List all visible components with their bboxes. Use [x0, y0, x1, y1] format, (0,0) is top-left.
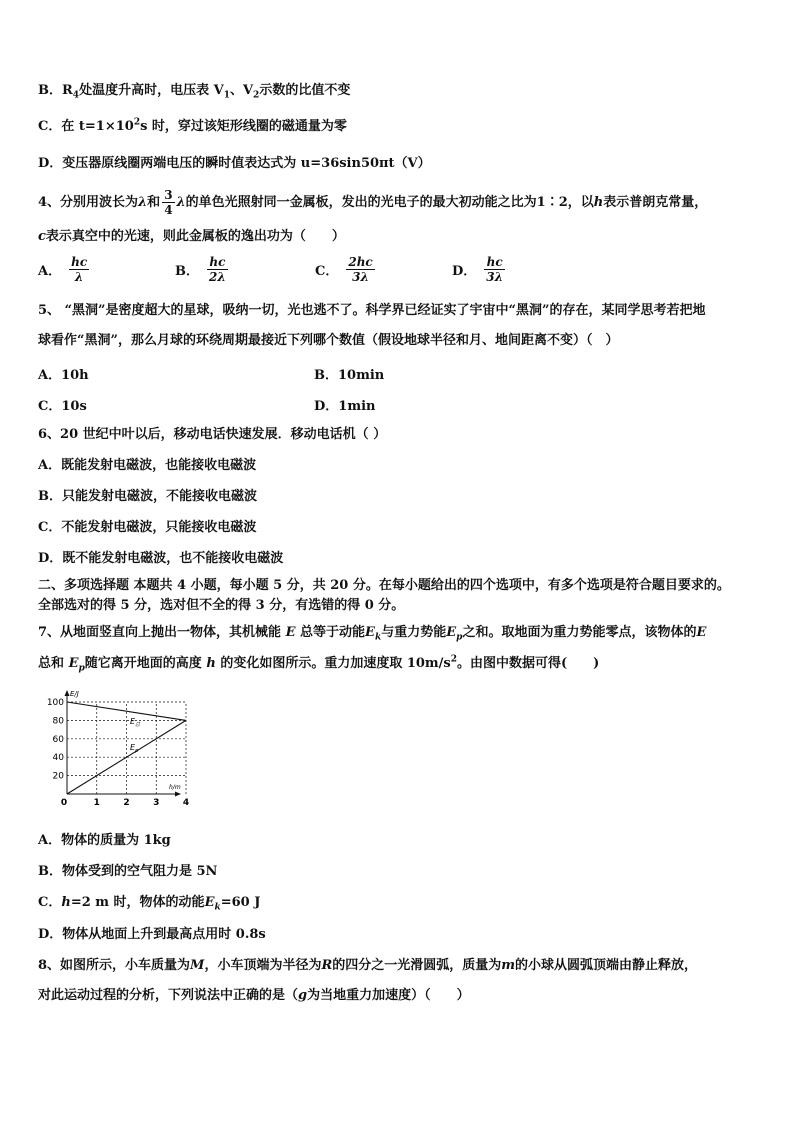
q6-stem: 6、20 世纪中叶以后，移动电话快速发展．移动电话机（ ） [38, 427, 387, 442]
section2-heading-line2: 全部选对的得 5 分，选对但不全的得 3 分，有选错的得 0 分。 [38, 598, 405, 613]
energy-height-chart [38, 688, 188, 808]
section2-heading-line1: 二、多项选择题 本题共 4 小题，每小题 5 分，共 20 分。在每小题给出的四个选项中，有多个选项是符合题目要求的。 [38, 578, 730, 593]
x-tick-label: 2 [123, 798, 130, 808]
q5-option-c: C．10s [38, 399, 87, 414]
x-tick-label: 3 [153, 798, 160, 808]
q4-option-a: A． $\frac{hc}{\lambda}$ [38, 255, 88, 284]
x-axis-label: h/m [169, 784, 181, 791]
y-tick-label: 80 [52, 716, 64, 727]
q4-option-d: D． $\frac{hc}{3\lambda}$ [452, 255, 504, 284]
q5-stem-line1: 5、 “黑洞”是密度超大的星球，吸纳一切，光也逃不了。科学界已经证实了宇宙中“黑洞”的存在，某同学思考若把地 [38, 303, 706, 318]
fraction-three-quarters: $\frac{3}{4}$ [164, 188, 173, 217]
x-tick-label: 0 [60, 798, 68, 808]
q5-option-a: A．10h [38, 368, 89, 383]
q6-option-a: A．既能发射电磁波，也能接收电磁波 [38, 458, 257, 473]
q3-option-b: B．$R_4$处温度升高时，电压表 $V_1$、$V_2$示数的比值不变 [38, 83, 351, 101]
q8-stem-line1: 8、如图所示，小车质量为M，小车顶端为半径为R的四分之一光滑圆弧，质量为m的小球从圆弧顶端由静止释放， [38, 958, 698, 973]
q6-option-b: B．只能发射电磁波，不能接收电磁波 [38, 489, 257, 504]
series-label-e-total: $E_总$ [130, 717, 141, 728]
q7-stem-line2: 总和 $E_p$随它离开地面的高度 h 的变化如图所示。重力加速度取 $10m/s^2$。由图中数据可得( ) [38, 654, 600, 674]
y-axis-label: E/J [70, 690, 79, 698]
q5-option-d: D．1min [314, 399, 376, 414]
q7-option-c: C．h=2 m 时，物体的动能$E_k=60$ J [38, 895, 261, 913]
x-tick-label: 1 [93, 798, 100, 808]
q4-stem-line1: 4、分别用波长为λ和 $\frac{3}{4}$ λ的单色光照射同一金属板，发出的光电子的最大初动能之比为1∶2，以h表示普朗克常量， [38, 188, 708, 217]
q3-option-c: C．在 $t=1\times 10^2s$ 时，穿过该矩形线圈的磁通量为零 [38, 117, 347, 134]
q7-option-a: A．物体的质量为 1kg [38, 833, 171, 848]
x-tick-label: 4 [182, 798, 190, 808]
q6-option-c: C．不能发射电磁波，只能接收电磁波 [38, 520, 257, 535]
q4-option-b: B． $\frac{hc}{2\lambda}$ [175, 255, 226, 284]
q8-stem-line2: 对此运动过程的分析，下列说法中正确的是（g为当地重力加速度）（ ） [38, 988, 470, 1003]
q7-option-d: D．物体从地面上升到最高点用时 0.8s [38, 927, 266, 942]
q7-option-b: B．物体受到的空气阻力是 5N [38, 864, 218, 879]
q6-option-d: D．既不能发射电磁波，也不能接收电磁波 [38, 551, 284, 566]
chart-grid [67, 702, 186, 794]
y-tick-label: 60 [52, 734, 64, 745]
q7-stem-line1: 7、从地面竖直向上抛出一物体，其机械能 E 总等于动能$E_k$与重力势能$E_p$之和。取地面为重力势能零点，该物体的E [38, 625, 707, 643]
q5-option-b: B．10min [314, 368, 385, 383]
q4-option-c: C． $\frac{2hc}{3\lambda}$ [315, 255, 373, 284]
y-tick-label: 20 [52, 771, 64, 782]
series-label-ep: $E_p$ [130, 743, 139, 754]
q4-stem-line2: c表示真空中的光速，则此金属板的逸出功为（ ） [38, 229, 345, 244]
q5-stem-line2: 球看作“黑洞”，那么月球的环绕周期最接近下列哪个数值（假设地球半径和月、地间距离不变）（ ） [38, 333, 619, 348]
y-tick-label: 100 [46, 698, 64, 708]
y-tick-label: 40 [52, 753, 64, 764]
chart-axes [65, 690, 182, 797]
q3-option-d: D．变压器原线圈两端电压的瞬时值表达式为 u=36sin50πt（V） [38, 156, 431, 171]
